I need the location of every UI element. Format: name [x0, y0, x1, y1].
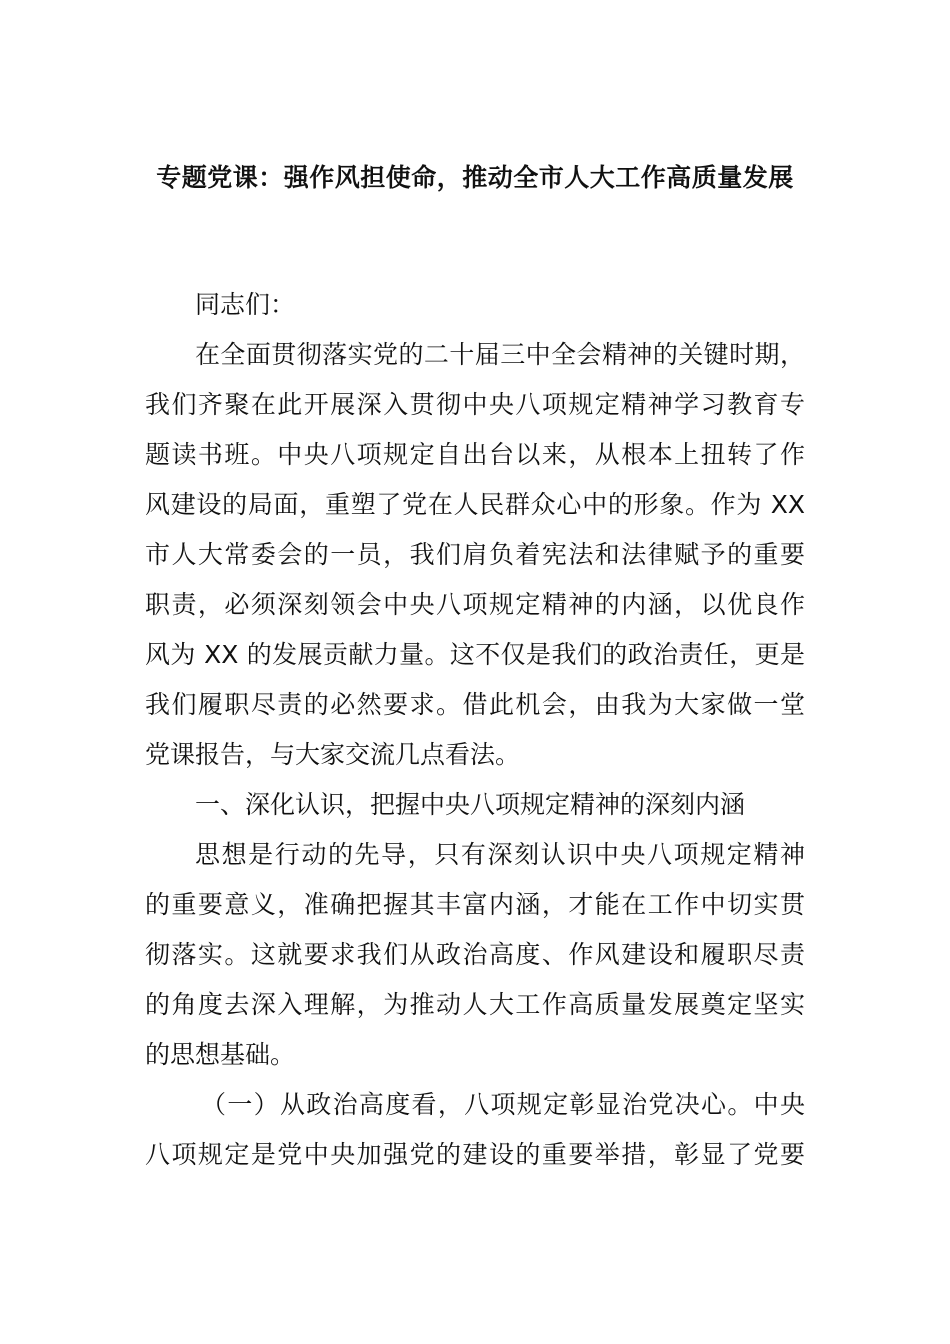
document-body: [145, 280, 805, 1180]
paragraph-line: 的角度去深入理解，为推动人大工作高质量发展奠定坚实: [145, 990, 805, 1019]
paragraph-line: 党课报告，与大家交流几点看法。: [145, 740, 521, 769]
paragraph-line: 在全面贯彻落实党的二十届三中全会精神的关键时期，: [195, 340, 805, 369]
paragraph-line: 风建设的局面，重塑了党在人民群众心中的形象。作为 XX: [145, 490, 805, 519]
paragraph-line: 风为 XX 的发展贡献力量。这不仅是我们的政治责任，更是: [145, 640, 805, 669]
paragraph-line: 题读书班。中央八项规定自出台以来，从根本上扭转了作: [145, 440, 805, 469]
paragraph-line: 我们履职尽责的必然要求。借此机会，由我为大家做一堂: [145, 690, 805, 719]
paragraph-line: 八项规定是党中央加强党的建设的重要举措，彰显了党要: [145, 1140, 805, 1169]
salutation: 同志们：: [195, 290, 296, 319]
paragraph-line: 思想是行动的先导，只有深刻认识中央八项规定精神: [195, 840, 805, 869]
subsection-line: （一）从政治高度看，八项规定彰显治党决心。中央: [201, 1090, 805, 1119]
section-heading: 一、深化认识，把握中央八项规定精神的深刻内涵: [195, 790, 746, 819]
paragraph-line: 职责，必须深刻领会中央八项规定精神的内涵，以优良作: [145, 590, 805, 619]
paragraph-line: 彻落实。这就要求我们从政治高度、作风建设和履职尽责: [145, 940, 805, 969]
document-title: 专题党课：强作风担使命，推动全市人大工作高质量发展: [156, 163, 794, 192]
paragraph-line: 我们齐聚在此开展深入贯彻中央八项规定精神学习教育专: [145, 390, 805, 419]
paragraph-line: 的重要意义，准确把握其丰富内涵，才能在工作中切实贯: [145, 890, 805, 919]
paragraph-line: 市人大常委会的一员，我们肩负着宪法和法律赋予的重要: [145, 540, 805, 569]
paragraph-line: 的思想基础。: [145, 1040, 296, 1069]
